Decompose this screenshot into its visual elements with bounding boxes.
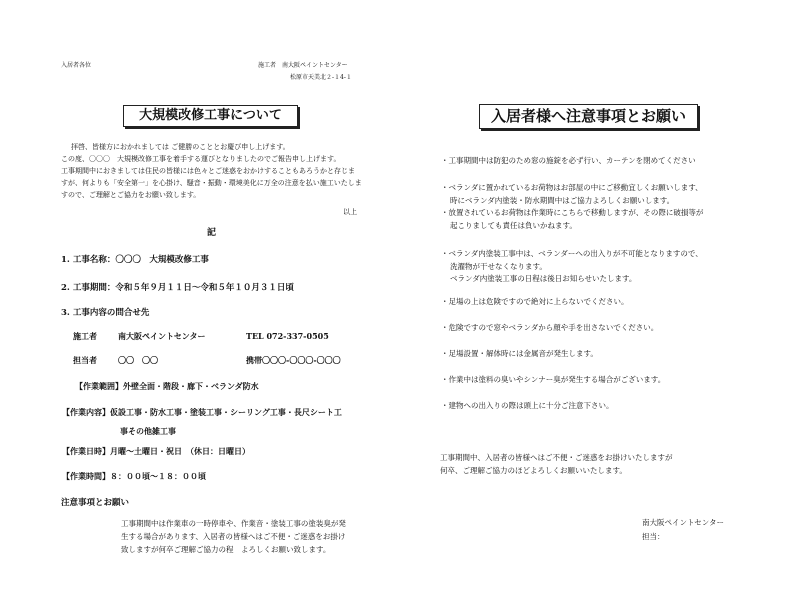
left-title: 大規模改修工事について bbox=[123, 105, 298, 127]
signature-block bbox=[642, 516, 724, 544]
work-days: 【作業日時】月曜～土曜日・祝日 （休日：日曜日） bbox=[62, 446, 250, 456]
manager-label: 担当者 bbox=[73, 355, 97, 365]
work-scope: 【作業範囲】外壁全面・階段・廊下・ベランダ防水 bbox=[75, 381, 259, 391]
notice-bullet: ・足場設置・解体時には金属音が発生します。 bbox=[441, 349, 598, 358]
notice-bullet: ・作業中は塗料の臭いやシンナー臭が発生する場合がございます。 bbox=[441, 375, 666, 384]
contractor-line: 施工者 南大阪ペイントセンター bbox=[258, 62, 348, 69]
work-content-cont: 事その他雑工事 bbox=[120, 426, 176, 436]
ijo-label: 以上 bbox=[343, 208, 357, 216]
work-period: 2. 工事期間：令和５年９月１１日～令和５年１０月３１日頃 bbox=[61, 283, 294, 293]
notice-line: 致しますが何卒ご理解ご協力の程 よろしくお願い致します。 bbox=[121, 545, 331, 554]
work-name: 1. 工事名称：〇〇〇 大規模改修工事 bbox=[61, 255, 209, 265]
notice-bullet: ・放置されているお荷物は作業時にこちらで移動しますが、その際に破損等が 起こりましても責任は負いかねます。 bbox=[441, 208, 704, 230]
greeting-paragraph bbox=[61, 141, 381, 201]
closing-paragraph bbox=[440, 452, 673, 477]
closing-line: 工事期間中、入居者の皆様へはご不便・ご迷惑をお掛けいたしますが bbox=[440, 453, 673, 462]
greeting-line: この度、〇〇〇 大規模改修工事を着手する運びとなりましたのでご報告申し上げます。 bbox=[61, 155, 341, 163]
contact-heading: 3. 工事内容の問合せ先 bbox=[61, 308, 150, 318]
mobile-number: 携帯〇〇〇-〇〇〇-〇〇〇 bbox=[246, 355, 341, 365]
notice-line: 工事期間中は作業車の一時停車や、作業音・塗装工事の塗装臭が発 bbox=[121, 519, 346, 528]
notice-heading: 注意事項とお願い bbox=[61, 498, 130, 508]
notice-line: 生する場合があります、入居者の皆様へはご不便・ご迷惑をお掛け bbox=[121, 532, 346, 541]
address-line: 松原市天美北２-１4-１ bbox=[290, 74, 352, 81]
notice-bullet: ・ベランダに置かれているお荷物はお部屋の中にご移動宜しくお願いします、 時にベランダ内塗装・防水期間中はご協力よろしくお願いします。 bbox=[441, 183, 703, 205]
greeting-line: 拝啓、皆様方におかれましては ご健勝のこととお慶び申し上げます。 bbox=[71, 143, 290, 151]
notice-bullet: ・足場の上は危険ですので絶対に上らないでください。 bbox=[441, 297, 629, 306]
sign-person: 担当： bbox=[642, 532, 665, 541]
work-content: 【作業内容】仮設工事・防水工事・塗装工事・シーリング工事・長尺シート工 bbox=[62, 407, 342, 417]
sign-company: 南大阪ペイントセンター bbox=[642, 518, 724, 527]
greeting-line: 工事期間中におきましては住民の皆様には色々とご迷惑をおかけすることもあろうかと存じま bbox=[61, 167, 355, 175]
closing-line: 何卒、ご理解ご協力のほどよろしくお願いいたします。 bbox=[440, 465, 627, 475]
right-page bbox=[400, 0, 800, 600]
notice-bullet: ・建物への出入りの際は頭上に十分ご注意下さい。 bbox=[441, 401, 614, 410]
notice-paragraph bbox=[121, 517, 346, 556]
right-title: 入居者様へ注意事項とお願い bbox=[479, 104, 698, 129]
notice-bullet: ・工事期間中は防犯のため窓の施錠を必ず行い、カーテンを閉めてください bbox=[441, 156, 696, 165]
tel-number: TEL 072-337-0505 bbox=[246, 331, 329, 341]
contractor-name: 南大阪ペイントセンター bbox=[118, 331, 206, 341]
work-hours: 【作業時間】８：００頃～１８：００頃 bbox=[62, 471, 206, 481]
manager-name: 〇〇 〇〇 bbox=[118, 355, 158, 365]
addressee: 入居者各位 bbox=[61, 62, 92, 69]
notice-bullet: ・危険ですので窓やベランダから顔や手を出さないでください。 bbox=[441, 323, 659, 332]
ki-heading: 記 bbox=[207, 228, 217, 238]
greeting-line: すので、ご理解とご協力をお願い致します。 bbox=[61, 191, 201, 199]
greeting-line: すが、何よりも「安全第一」を心掛け、騒音・振動・環境美化に万全の注意を払い施工いたしま bbox=[61, 179, 362, 187]
contractor-label: 施工者 bbox=[73, 331, 97, 341]
notice-bullet: ・ベランダ内塗装工事中は、ベランダーへの出入りが不可能となりますので、 洗濯物が干せなくなります。 ベランダ内塗装工事の日程は後日お知らせいたします。 bbox=[441, 249, 703, 283]
